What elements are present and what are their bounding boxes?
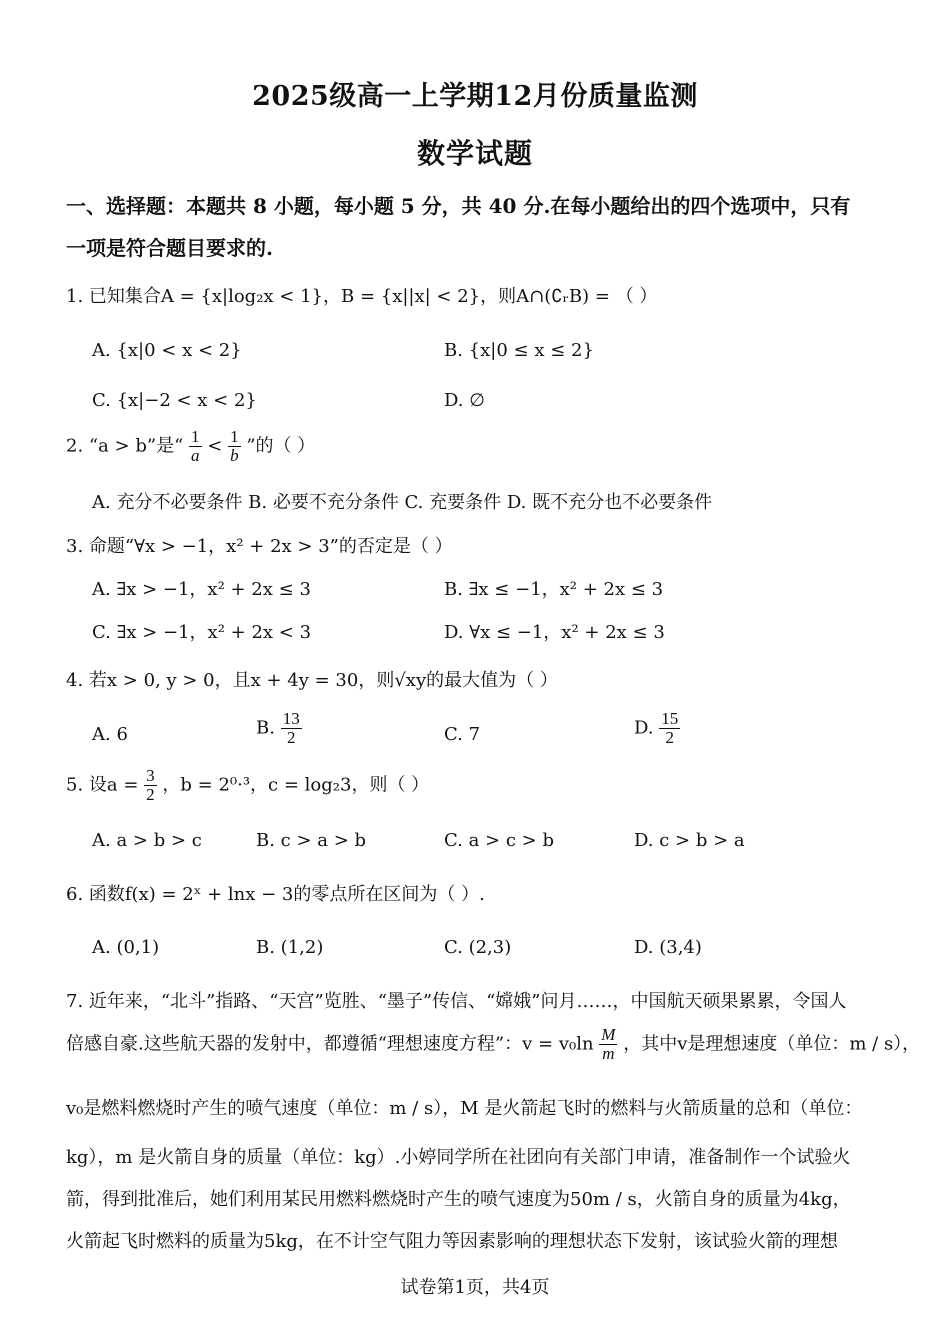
q1-option-a: A. {x|0 < x < 2} — [92, 340, 242, 361]
q7-line-2-pre: 倍感自豪.这些航天器的发射中，都遵循“理想速度方程”：v = v₀ln — [66, 1033, 594, 1055]
q7-line-1: 7. 近年来，“北斗”指路、“天宫”览胜、“墨子”传信、“嫦娥”问月……，中国航天硕果累累，令国人 — [66, 991, 847, 1012]
q2-lt: < — [207, 435, 223, 457]
q2-fraction-2 — [228, 428, 241, 465]
exam-title: 2025级高一上学期12月份质量监测 — [252, 81, 698, 112]
q5-stem — [66, 767, 429, 804]
q5-stem-pre: 5. 设a = — [66, 774, 139, 796]
q2-frac1-num: 1 — [191, 427, 200, 446]
q3-option-b: B. ∃x ≤ −1，x² + 2x ≤ 3 — [444, 579, 664, 600]
q4-option-b-fraction — [281, 710, 302, 747]
q7-fraction — [599, 1026, 617, 1063]
exam-subtitle: 数学试题 — [416, 137, 533, 170]
q1-option-c: C. {x|−2 < x < 2} — [92, 390, 257, 411]
q7-line-6: 火箭起飞时燃料的质量为5kg，在不计空气阻力等因素影响的理想状态下发射，该试验火箭的理想 — [66, 1231, 838, 1252]
q6-option-c: C. (2,3) — [444, 937, 512, 958]
q2-stem-pre: 2. “a > b”是“ — [66, 435, 184, 457]
q7-line-3: v₀是燃料燃烧时产生的喷气速度（单位：m / s），M 是火箭起飞时的燃料与火箭质量的总和（单位： — [66, 1098, 863, 1119]
q7-line-2 — [66, 1026, 920, 1063]
q4-option-a: A. 6 — [92, 724, 128, 745]
q5-option-d: D. c > b > a — [634, 830, 745, 851]
q7-line-4: kg），m 是火箭自身的质量（单位：kg）.小婷同学所在社团向有关部门申请，准备制作一个试验火 — [66, 1147, 851, 1168]
q7-line-5: 箭，得到批准后，她们利用某民用燃料燃烧时产生的喷气速度为50m / s，火箭自身的质量为4kg， — [66, 1189, 851, 1210]
q4-option-b — [256, 710, 302, 747]
q4-option-d — [634, 710, 680, 747]
q6-stem: 6. 函数f(x) = 2ˣ + lnx − 3的零点所在区间为（ ）. — [66, 884, 485, 905]
q4-b-num: 13 — [282, 709, 300, 728]
q5-a-den: 2 — [146, 784, 155, 804]
q2-frac1-den: a — [191, 445, 200, 465]
q4-stem: 4. 若x > 0, y > 0，且x + 4y = 30，则√xy的最大值为（ ） — [66, 670, 558, 691]
section-heading-line2: 一项是符合题目要求的. — [66, 236, 273, 260]
q1-option-b: B. {x|0 ≤ x ≤ 2} — [444, 340, 594, 361]
q2-fraction-1 — [189, 428, 202, 465]
q3-option-d: D. ∀x ≤ −1，x² + 2x ≤ 3 — [444, 622, 665, 643]
q2-frac2-num: 1 — [230, 427, 239, 446]
q2-stem-post: ”的（ ） — [246, 435, 316, 457]
q4-option-b-label: B. — [256, 717, 275, 739]
q5-option-a: A. a > b > c — [92, 830, 202, 851]
q5-fraction — [144, 767, 157, 804]
q3-option-a: A. ∃x > −1，x² + 2x ≤ 3 — [92, 579, 311, 600]
q6-option-b: B. (1,2) — [256, 937, 324, 958]
q7-frac-den: m — [602, 1043, 615, 1063]
q2-options: A. 充分不必要条件 B. 必要不充分条件 C. 充要条件 D. 既不充分也不必要条件 — [92, 492, 713, 513]
q2-stem — [66, 428, 315, 465]
page-footer: 试卷第1页，共4页 — [400, 1277, 550, 1298]
q6-option-d: D. (3,4) — [634, 937, 702, 958]
q7-frac-num: M — [601, 1025, 616, 1044]
q1-option-d: D. ∅ — [444, 390, 485, 411]
q6-option-a: A. (0,1) — [92, 937, 160, 958]
q5-stem-post: ，b = 2⁰·³，c = log₂3，则（ ） — [162, 774, 430, 796]
q4-option-d-label: D. — [634, 717, 654, 739]
q4-d-den: 2 — [665, 727, 674, 747]
q5-option-b: B. c > a > b — [256, 830, 367, 851]
q4-option-c: C. 7 — [444, 724, 481, 745]
q7-line-2-post: ，其中v是理想速度（单位：m / s）， — [623, 1033, 921, 1055]
q3-stem: 3. 命题“∀x > −1，x² + 2x > 3”的否定是（ ） — [66, 536, 453, 557]
q4-option-d-fraction — [659, 710, 680, 747]
q2-frac2-den: b — [230, 445, 239, 465]
q1-stem: 1. 已知集合A = {x|log₂x < 1}，B = {x||x| < 2}，则A∩(∁ᵣB) = （ ） — [66, 286, 658, 307]
q5-option-c: C. a > c > b — [444, 830, 554, 851]
q4-b-den: 2 — [286, 727, 296, 747]
q5-a-num: 3 — [146, 766, 155, 785]
section-heading-line1: 一、选择题：本题共 8 小题，每小题 5 分，共 40 分.在每小题给出的四个选项中，只有 — [66, 194, 851, 218]
q3-option-c: C. ∃x > −1，x² + 2x < 3 — [92, 622, 312, 643]
q4-d-num: 15 — [661, 709, 679, 728]
